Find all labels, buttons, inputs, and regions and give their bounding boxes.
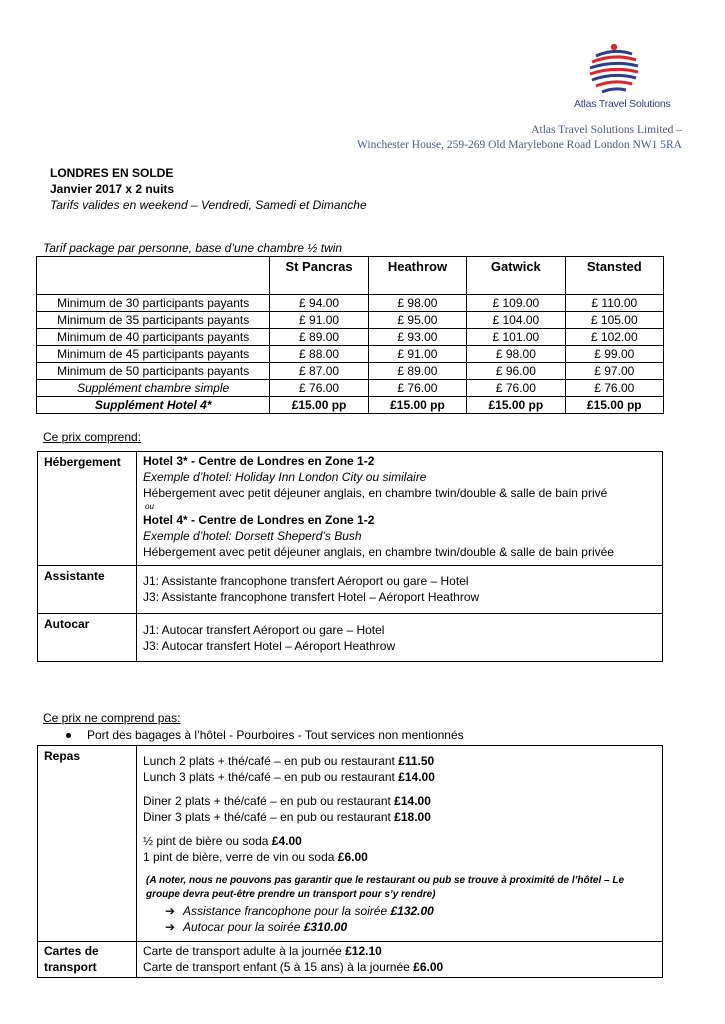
tarif-cell: £ 98.00 <box>467 346 565 363</box>
tarif-cell: £ 76.00 <box>467 380 565 397</box>
tarif-cell: £ 76.00 <box>270 380 368 397</box>
price: £11.50 <box>398 754 435 768</box>
tarif-row-supplement-hotel4 <box>37 397 664 414</box>
hebergement-content <box>137 452 663 566</box>
atlas-globe-icon <box>574 40 686 102</box>
hebergement-header: Hébergement <box>38 452 137 566</box>
tarif-cell: £ 96.00 <box>467 363 565 380</box>
assistante-header: Assistante <box>38 566 137 614</box>
tarif-cell: £ 102.00 <box>565 329 663 346</box>
tarif-cell: £ 76.00 <box>565 380 663 397</box>
hotel3-example: Exemple d’hotel: Holiday Inn London City ou similaire <box>143 470 427 484</box>
repas-note: (A noter, nous ne pouvons pas garantir que le restaurant ou pub se trouve à proximité de l’hôtel – Le groupe devra peut-être prendre un transport pour s’y rendre) <box>146 875 625 900</box>
full-pint: 1 pint de bière, verre de vin ou soda £6.00 <box>143 850 368 864</box>
assistante-row <box>38 566 663 614</box>
tarif-cell: £15.00 pp <box>368 397 466 414</box>
col-gatwick: Gatwick <box>467 257 565 295</box>
price: £6.00 <box>337 850 368 864</box>
tarif-cell: £ 97.00 <box>565 363 663 380</box>
price: £4.00 <box>271 834 302 848</box>
tarif-header-empty <box>37 257 270 295</box>
tarif-cell: £ 76.00 <box>368 380 466 397</box>
tarif-cell: £ 91.00 <box>368 346 466 363</box>
price: £6.00 <box>413 960 444 974</box>
hotel3-title: Hotel 3* - Centre de Londres en Zone 1-2 <box>143 454 375 468</box>
tarif-table <box>36 256 664 414</box>
offer-validity: Tarifs valides en weekend – Vendredi, Samedi et Dimanche <box>50 198 367 212</box>
tarif-row-label: Minimum de 30 participants payants <box>37 295 270 312</box>
carte-enfant: Carte de transport enfant (5 à 15 ans) à la journée £6.00 <box>143 960 444 974</box>
comprend-table <box>37 451 663 662</box>
tarif-row-supplement-simple <box>37 380 664 397</box>
tarif-cell: £15.00 pp <box>467 397 565 414</box>
tarif-cell: £ 105.00 <box>565 312 663 329</box>
arrow-right-icon: ➔ <box>165 920 176 934</box>
tarif-cell: £ 101.00 <box>467 329 565 346</box>
cartes-row <box>38 942 663 978</box>
comprend-title: Ce prix comprend: <box>43 430 142 444</box>
price: £132.00 <box>390 904 434 918</box>
col-st-pancras: St Pancras <box>270 257 368 295</box>
price: £12.10 <box>345 944 382 958</box>
tarif-cell: £ 110.00 <box>565 295 663 312</box>
tarif-cell: £ 89.00 <box>368 363 466 380</box>
hotel3-description: Hébergement avec petit déjeuner anglais, en chambre twin/double & salle de bain privé <box>143 486 608 500</box>
ne-comprend-bullet <box>66 728 464 742</box>
carte-adulte: Carte de transport adulte à la journée £12.10 <box>143 944 382 958</box>
tarif-cell: £ 91.00 <box>270 312 368 329</box>
ne-comprend-table <box>37 745 663 978</box>
cartes-content <box>137 942 663 978</box>
arrow-right-icon: ➔ <box>165 904 176 918</box>
tarif-row <box>37 346 664 363</box>
col-stansted: Stansted <box>565 257 663 295</box>
tarif-row-label: Supplément chambre simple <box>37 380 270 397</box>
tarif-cell: £ 98.00 <box>368 295 466 312</box>
tarif-row-label: Minimum de 45 participants payants <box>37 346 270 363</box>
tarif-cell: £ 109.00 <box>467 295 565 312</box>
tarif-header-row <box>37 257 664 295</box>
tarif-row <box>37 295 664 312</box>
company-name: Atlas Travel Solutions Limited – <box>531 124 682 136</box>
autocar-line-2: J3: Autocar transfert Hotel – Aéroport Heathrow <box>143 639 396 653</box>
autocar-row <box>38 614 663 662</box>
tarif-cell: £ 87.00 <box>270 363 368 380</box>
diner-2-plats: Diner 2 plats + thé/café – en pub ou restaurant £14.00 <box>143 794 431 808</box>
cartes-header: Cartes de transport <box>38 942 137 978</box>
assist-soiree: ➔ Assistance francophone pour la soirée £132.00 <box>165 904 434 918</box>
tarif-cell: £15.00 pp <box>270 397 368 414</box>
logo-text: Atlas Travel Solutions <box>574 98 671 110</box>
col-heathrow: Heathrow <box>368 257 466 295</box>
tarif-cell: £ 89.00 <box>270 329 368 346</box>
company-logo <box>574 40 686 115</box>
company-address: Winchester House, 259-269 Old Marylebone Road London NW1 5RA <box>357 139 682 151</box>
offer-heading <box>50 165 367 213</box>
tarif-row <box>37 329 664 346</box>
tarif-row-label: Supplément Hotel 4* <box>37 397 270 414</box>
repas-row <box>38 746 663 942</box>
tarif-cell: £ 93.00 <box>368 329 466 346</box>
offer-title: LONDRES EN SOLDE <box>50 166 174 180</box>
ne-comprend-title: Ce prix ne comprend pas: <box>43 711 181 725</box>
tarif-row <box>37 312 664 329</box>
autocar-line-1: J1: Autocar transfert Aéroport ou gare – Hotel <box>143 623 385 637</box>
company-address-block <box>357 123 682 153</box>
repas-content <box>137 746 663 942</box>
tarif-row-label: Minimum de 35 participants payants <box>37 312 270 329</box>
assistante-line-2: J3: Assistante francophone transfert Hotel – Aéroport Heathrow <box>143 590 480 604</box>
bullet-dot-icon <box>66 733 71 738</box>
tarif-cell: £ 95.00 <box>368 312 466 329</box>
price: £14.00 <box>398 770 435 784</box>
ou-separator: ou <box>145 502 154 511</box>
lunch-3-plats: Lunch 3 plats + thé/café – en pub ou restaurant £14.00 <box>143 770 435 784</box>
bullet-text: Port des bagages à l’hôtel - Pourboires - Tout services non mentionnés <box>87 728 464 742</box>
autocar-soiree: ➔ Autocar pour la soirée £310.00 <box>165 920 348 934</box>
tarif-cell: £ 99.00 <box>565 346 663 363</box>
tarif-row <box>37 363 664 380</box>
tarif-cell: £15.00 pp <box>565 397 663 414</box>
tarif-row-label: Minimum de 50 participants payants <box>37 363 270 380</box>
offer-date: Janvier 2017 x 2 nuits <box>50 182 175 196</box>
tarif-caption: Tarif package par personne, base d’une chambre ½ twin <box>43 241 343 255</box>
hotel4-example: Exemple d’hotel: Dorsett Sheperd’s Bush <box>143 529 362 543</box>
price: £14.00 <box>394 794 431 808</box>
half-pint: ½ pint de bière ou soda £4.00 <box>143 834 302 848</box>
repas-header: Repas <box>38 746 137 942</box>
hotel4-title: Hotel 4* - Centre de Londres en Zone 1-2 <box>143 513 375 527</box>
tarif-row-label: Minimum de 40 participants payants <box>37 329 270 346</box>
tarif-cell: £ 94.00 <box>270 295 368 312</box>
hebergement-row <box>38 452 663 566</box>
hotel4-description: Hébergement avec petit déjeuner anglais, en chambre twin/double & salle de bain privée <box>143 545 614 559</box>
autocar-content <box>137 614 663 662</box>
lunch-2-plats: Lunch 2 plats + thé/café – en pub ou restaurant £11.50 <box>143 754 435 768</box>
autocar-header: Autocar <box>38 614 137 662</box>
tarif-cell: £ 104.00 <box>467 312 565 329</box>
tarif-cell: £ 88.00 <box>270 346 368 363</box>
price: £18.00 <box>394 810 431 824</box>
price: £310.00 <box>303 920 348 934</box>
diner-3-plats: Diner 3 plats + thé/café – en pub ou restaurant £18.00 <box>143 810 431 824</box>
assistante-content <box>137 566 663 614</box>
assistante-line-1: J1: Assistante francophone transfert Aéroport ou gare – Hotel <box>143 574 469 588</box>
